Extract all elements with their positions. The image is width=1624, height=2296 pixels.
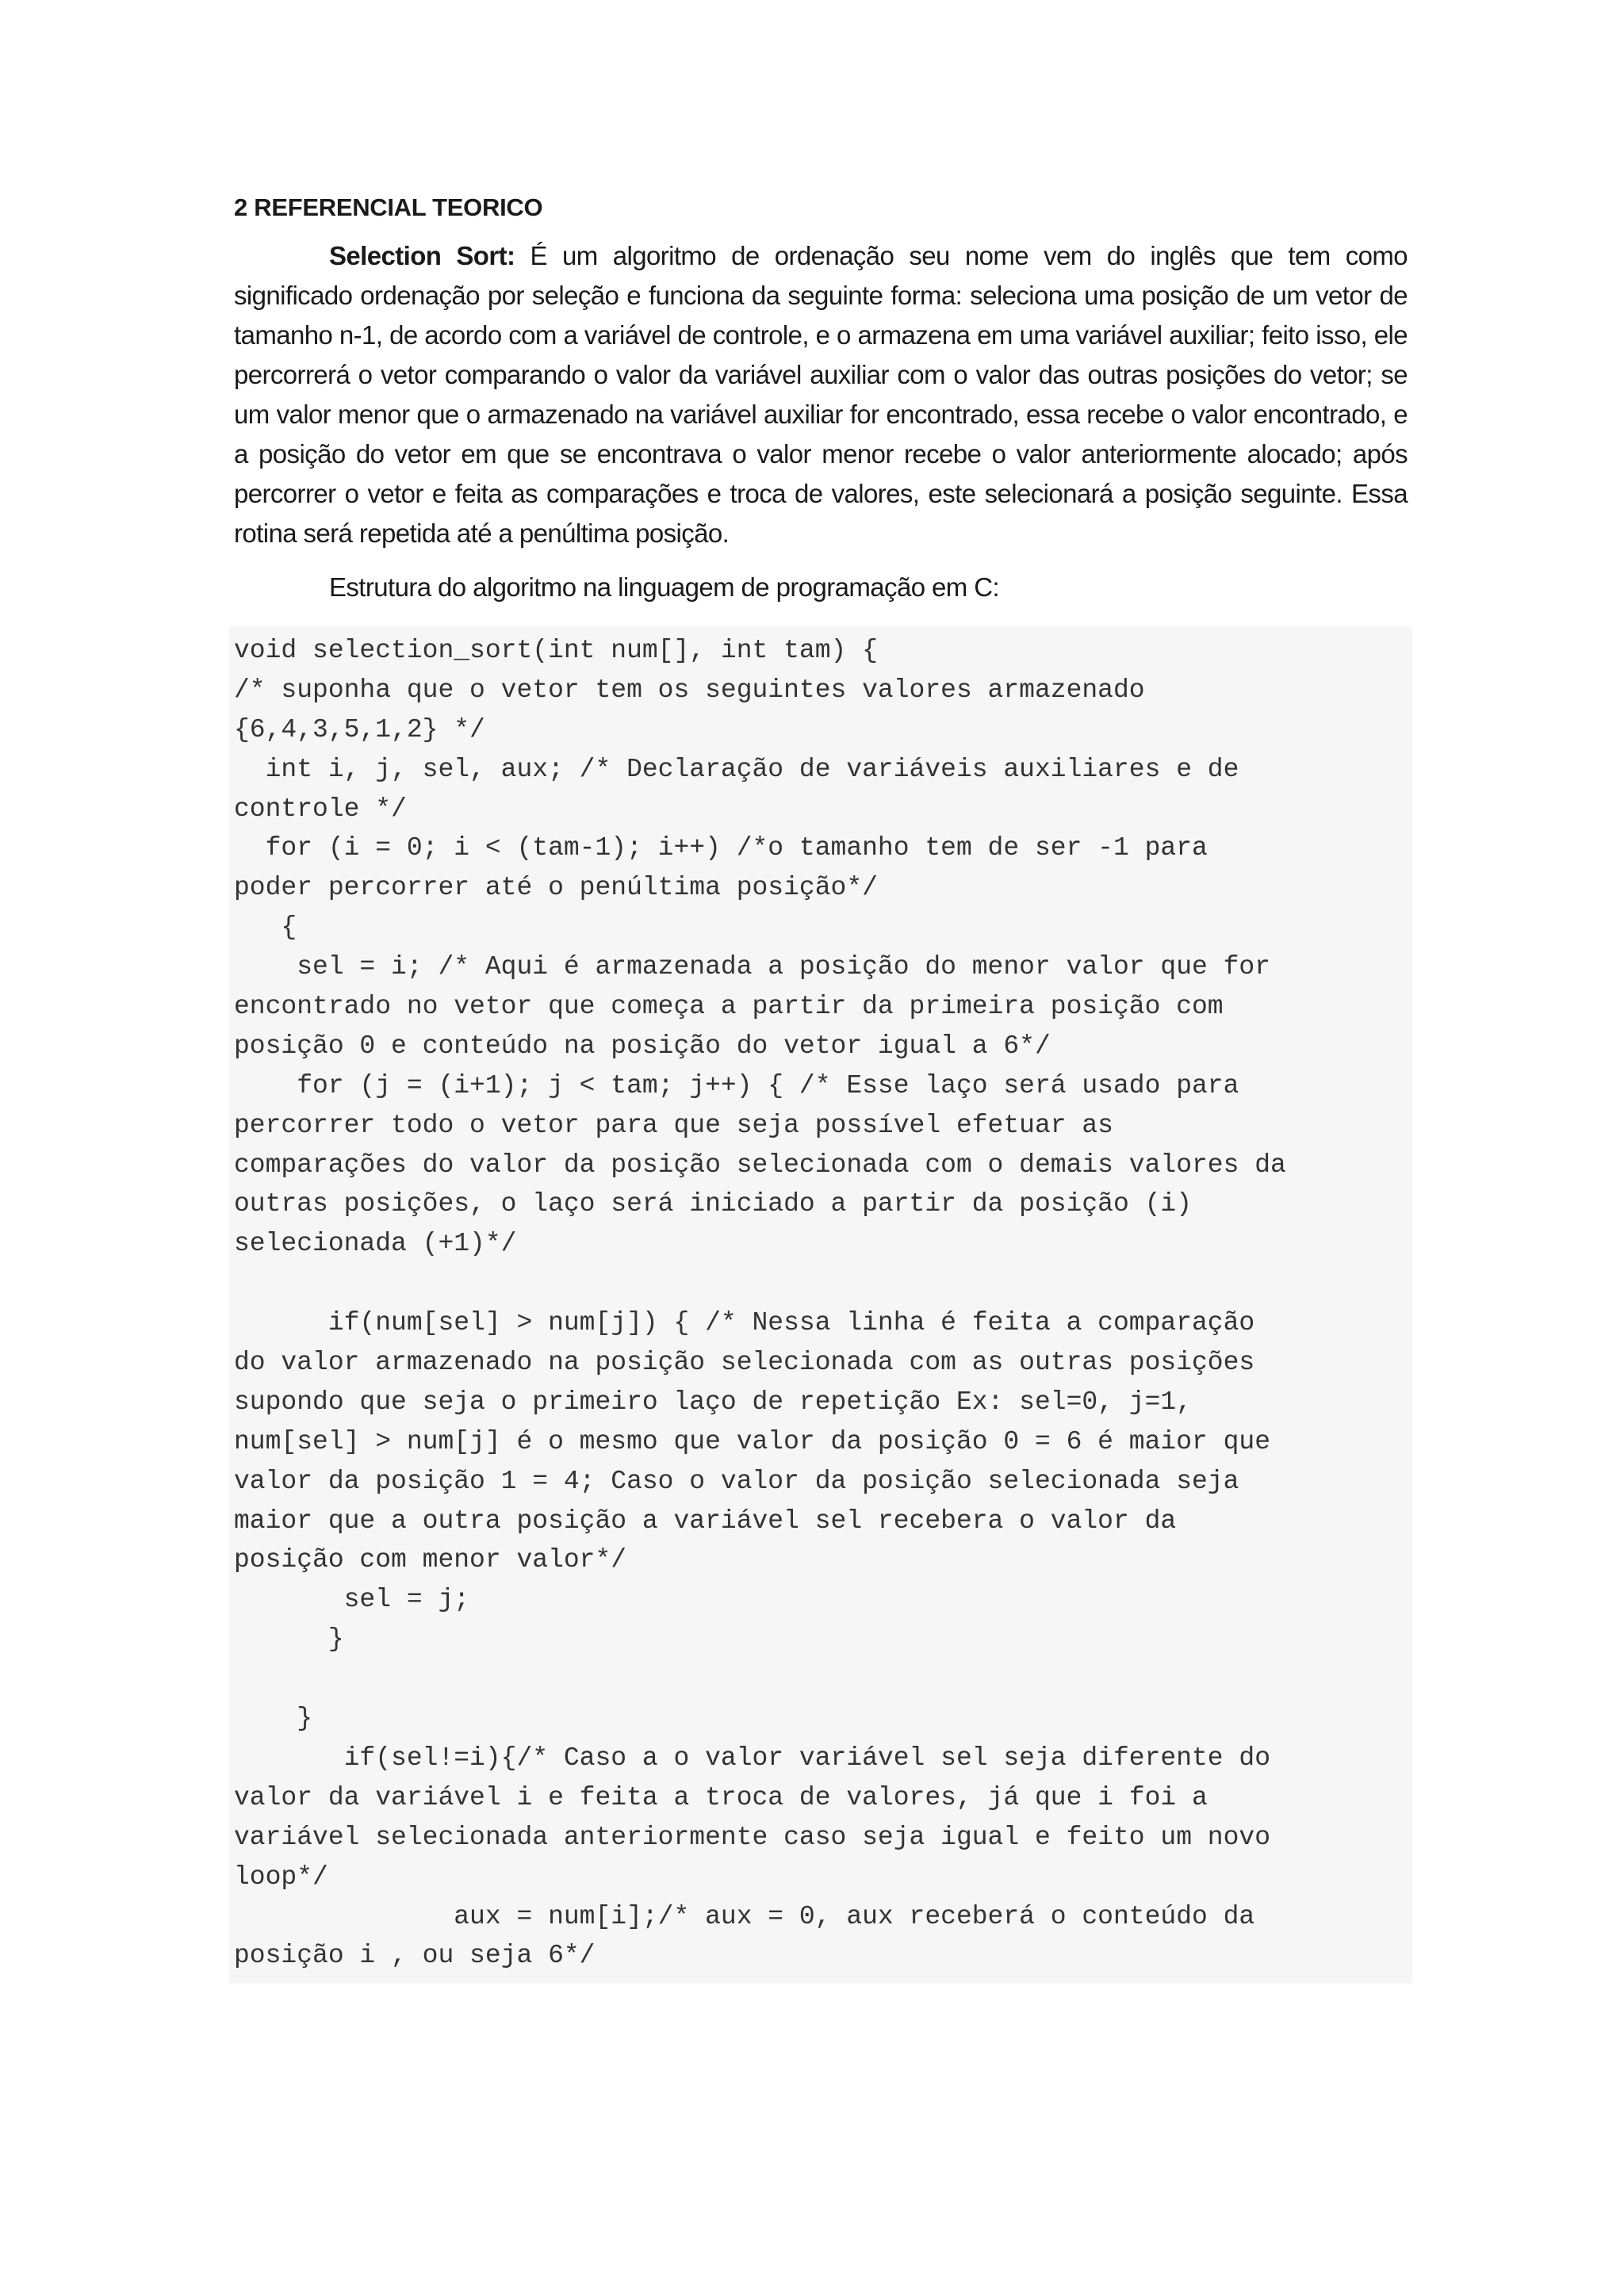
code-block [229, 626, 1412, 1984]
code-line: percorrer todo o vetor para que seja possível efetuar as [234, 1110, 1113, 1140]
code-line: /* suponha que o vetor tem os seguintes valores armazenado [234, 675, 1145, 705]
code-line: valor da variável i e feita a troca de valores, já que i foi a [234, 1782, 1208, 1812]
code-line: sel = i; /* Aqui é armazenada a posição do menor valor que for [234, 952, 1271, 982]
code-line: supondo que seja o primeiro laço de repetição Ex: sel=0, j=1, [234, 1387, 1192, 1417]
code-line [234, 1659, 1408, 1699]
code-line: for (j = (i+1); j < tam; j++) { /* Esse laço será usado para [234, 1070, 1239, 1100]
code-line: loop*/ [234, 1862, 328, 1892]
code-line: comparações do valor da posição selecionada com o demais valores da [234, 1150, 1286, 1180]
code-line: { [234, 913, 297, 943]
code-intro: Estrutura do algoritmo na linguagem de programação em C: [329, 572, 1000, 602]
code-line: for (i = 0; i < (tam-1); i++) /*o tamanho tem de ser -1 para [234, 833, 1208, 863]
document-page [234, 190, 1408, 1984]
code-line: void selection_sort(int num[], int tam) { [234, 636, 878, 665]
code-line: if(sel!=i){/* Caso a o valor variável sel seja diferente do [234, 1743, 1271, 1773]
code-line: selecionada (+1)*/ [234, 1229, 517, 1259]
section-heading: 2 REFERENCIAL TEORICO [234, 193, 543, 221]
bold-term: Selection Sort: [329, 241, 515, 270]
code-line: num[sel] > num[j] é o mesmo que valor da posição 0 = 6 é maior que [234, 1426, 1271, 1456]
code-line: } [234, 1624, 344, 1655]
code-line: do valor armazenado na posição selecionada com as outras posições [234, 1348, 1255, 1378]
code-line: controle */ [234, 794, 407, 824]
code-line [234, 1264, 1408, 1303]
code-line: if(num[sel] > num[j]) { /* Nessa linha é feita a comparação [234, 1308, 1255, 1338]
code-line: posição com menor valor*/ [234, 1545, 627, 1575]
code-line: } [234, 1704, 313, 1734]
selection-sort-paragraph [234, 236, 1408, 553]
code-line: sel = j; [234, 1585, 470, 1615]
code-line: poder percorrer até o penúltima posição*/ [234, 873, 878, 903]
code-line: variável selecionada anteriormente caso seja igual e feito um novo [234, 1822, 1271, 1852]
code-line: aux = num[i];/* aux = 0, aux receberá o conteúdo da [234, 1901, 1255, 1931]
code-line: posição i , ou seja 6*/ [234, 1941, 596, 1971]
code-line: maior que a outra posição a variável sel recebera o valor da [234, 1506, 1177, 1536]
code-line: posição 0 e conteúdo na posição do vetor igual a 6*/ [234, 1031, 1051, 1061]
code-line: valor da posição 1 = 4; Caso o valor da posição selecionada seja [234, 1466, 1239, 1496]
paragraph-text: É um algoritmo de ordenação seu nome vem do inglês que tem como significado ordenação por seleção e funciona da seguinte forma: seleciona uma posição de um vetor de tamanho n-1, de acordo com a variável de controle, e o armazena em uma variável auxiliar; feito isso, ele percorrerá o vetor comparando o valor da variável auxiliar com o valor das outras posições do vetor; se um valor menor que o armazenado na variável auxiliar for encontrado, essa recebe o valor encontrado, e a posição do vetor em que se encontrava o valor menor recebe o valor anteriormente alocado; após percorrer o vetor e feita as comparações e troca de valores, este selecionará a posição seguinte. Essa rotina será repetida até a penúltima posição. [234, 241, 1408, 548]
code-line: int i, j, sel, aux; /* Declaração de variáveis auxiliares e de [234, 754, 1239, 784]
code-line: outras posições, o laço será iniciado a partir da posição (i) [234, 1189, 1192, 1219]
code-line: encontrado no vetor que começa a partir da primeira posição com [234, 992, 1224, 1022]
code-line: {6,4,3,5,1,2} */ [234, 714, 485, 744]
